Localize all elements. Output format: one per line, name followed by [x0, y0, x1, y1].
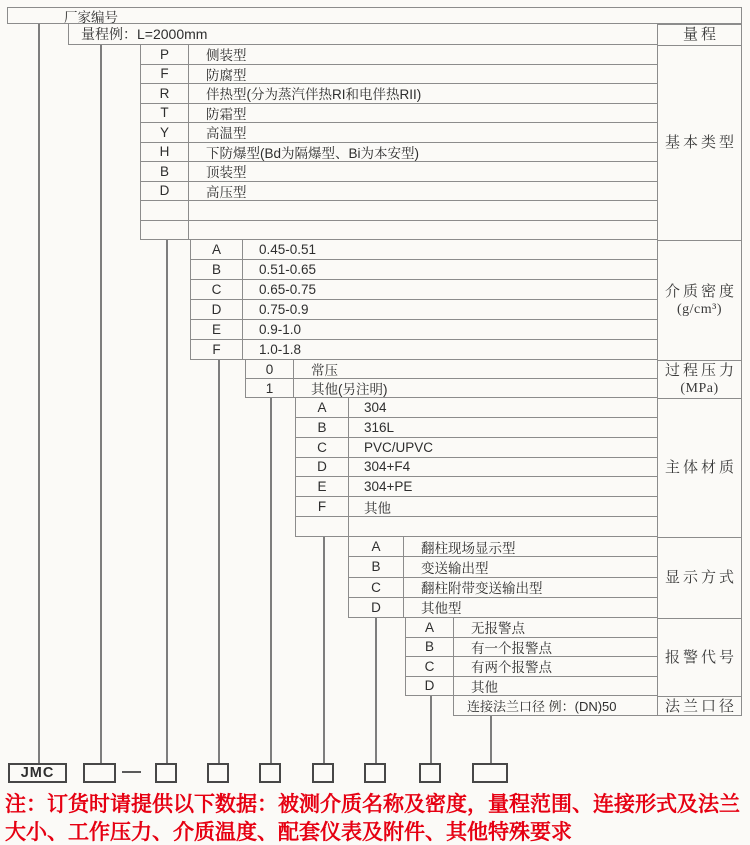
table-row [406, 638, 657, 658]
table-row [141, 162, 657, 182]
alarm-table [405, 618, 657, 696]
basic-type-code-cell: F [141, 65, 189, 84]
table-row-empty [141, 201, 657, 221]
material-desc-cell [349, 517, 657, 536]
density-code-cell: C [191, 280, 243, 299]
table-row [246, 360, 657, 379]
density-desc-cell: 0.51-0.65 [259, 262, 317, 277]
table-row [141, 143, 657, 163]
connector-line-display [375, 618, 377, 763]
alarm-desc-cell: 其他 [471, 679, 498, 695]
manufacturer-number-label: 厂家编号 [64, 9, 118, 25]
connector-line-density [218, 360, 220, 763]
table-row [296, 418, 657, 438]
display-desc-cell: 其他型 [421, 601, 462, 617]
basic-type-code-cell: H [141, 143, 189, 162]
table-row [141, 123, 657, 143]
model-prefix-box [8, 763, 67, 783]
flange-size-row [453, 696, 657, 716]
code-box-alarm [419, 763, 441, 783]
range-example-row [68, 24, 657, 45]
category-label-pressure [658, 361, 741, 399]
range-example-text: 量程例：L=2000mm [81, 26, 208, 42]
table-row [406, 657, 657, 677]
table-row-empty [141, 221, 657, 241]
category-label-alarm [658, 619, 741, 697]
alarm-code-cell: C [406, 657, 454, 676]
density-desc-cell: 0.45-0.51 [259, 242, 317, 257]
code-box-flange [472, 763, 508, 783]
table-row [296, 458, 657, 478]
connector-line-basic-type [166, 240, 168, 763]
category-label-basic-type [658, 46, 741, 241]
table-row [296, 398, 657, 418]
basic-type-desc-cell: 下防爆型(Bd为隔爆型、Bi为本安型) [206, 145, 420, 161]
table-row [296, 477, 657, 497]
material-code-cell: C [296, 438, 349, 457]
alarm-desc-cell: 无报警点 [471, 621, 525, 637]
table-row [246, 379, 657, 398]
category-label-range [658, 25, 741, 46]
code-box-pressure [259, 763, 281, 783]
table-row [141, 104, 657, 124]
connector-line-material [323, 537, 325, 763]
pressure-desc-cell: 常压 [311, 363, 338, 378]
table-row [349, 557, 657, 577]
order-note-line2: 大小、工作压力、介质温度、配套仪表及附件、其他特殊要求 [5, 820, 572, 844]
density-desc-cell: 0.75-0.9 [259, 302, 309, 317]
material-code-cell: B [296, 418, 349, 437]
category-label-pressure-unit: (MPa) [680, 381, 719, 396]
category-label-alarm-text: 报警代号 [664, 649, 737, 666]
alarm-desc-cell: 有两个报警点 [471, 660, 552, 676]
basic-type-code-cell: B [141, 162, 189, 181]
basic-type-code-cell: R [141, 84, 189, 103]
material-code-cell [296, 517, 349, 536]
connector-line-flange [490, 716, 492, 763]
code-box-material [312, 763, 334, 783]
code-box-range [83, 763, 116, 783]
density-code-cell: F [191, 340, 243, 359]
category-label-density [658, 241, 741, 361]
basic-type-desc-cell: 防腐型 [206, 67, 247, 83]
model-separator-dash [122, 771, 141, 773]
category-label-range-text: 量程 [682, 27, 719, 43]
table-row [191, 260, 657, 280]
manufacturer-number-row [7, 7, 742, 24]
material-desc-cell: 304+PE [364, 479, 413, 495]
category-label-display [658, 538, 741, 619]
display-code-cell: C [349, 578, 404, 597]
flange-size-text: 连接法兰口径 例：(DN)50 [467, 699, 617, 714]
basic-type-table [140, 45, 657, 240]
table-row [406, 618, 657, 638]
connector-line-pressure [270, 398, 272, 763]
connector-line-alarm [430, 696, 432, 763]
display-code-cell: B [349, 557, 404, 576]
basic-type-desc-cell: 高压型 [206, 184, 247, 200]
category-label-density-text: 介质密度 [664, 284, 737, 300]
table-row [141, 182, 657, 202]
alarm-desc-cell: 有一个报警点 [471, 640, 552, 656]
table-row [191, 300, 657, 320]
table-row [349, 578, 657, 598]
basic-type-desc-cell: 侧装型 [206, 48, 247, 64]
display-desc-cell: 变送输出型 [421, 560, 489, 576]
basic-type-code-cell: P [141, 45, 189, 64]
material-desc-cell: PVC/UPVC [364, 439, 434, 455]
basic-type-code-cell [141, 221, 189, 240]
code-box-display [364, 763, 386, 783]
material-code-cell: E [296, 477, 349, 496]
basic-type-code-cell: Y [141, 123, 189, 142]
material-desc-cell: 304 [364, 399, 387, 415]
category-label-display-text: 显示方式 [664, 570, 737, 586]
connector-line-manufacturer [38, 24, 40, 763]
table-row [406, 677, 657, 697]
material-code-cell: A [296, 398, 349, 417]
basic-type-desc-cell: 防霜型 [206, 106, 247, 122]
density-desc-cell: 1.0-1.8 [259, 342, 302, 357]
connector-line-range [100, 45, 102, 763]
material-table [295, 398, 657, 537]
basic-type-desc-cell [189, 221, 657, 240]
table-row [349, 598, 657, 618]
material-code-cell: F [296, 497, 349, 516]
table-row [191, 280, 657, 300]
display-desc-cell: 翻柱现场显示型 [421, 540, 516, 556]
category-label-pressure-text: 过程压力 [664, 363, 737, 379]
table-row [191, 240, 657, 260]
density-code-cell: A [191, 240, 243, 259]
code-box-density [207, 763, 229, 783]
code-box-basic-type [155, 763, 177, 783]
category-label-material-text: 主体材质 [664, 460, 737, 476]
table-row [296, 438, 657, 458]
alarm-code-cell: D [406, 677, 454, 696]
table-row [191, 340, 657, 360]
display-table [348, 537, 657, 618]
basic-type-desc-cell [189, 201, 657, 220]
table-row-empty [296, 517, 657, 537]
basic-type-desc-cell: 伴热型(分为蒸汽伴热RI和电伴热RII) [206, 87, 422, 103]
pressure-desc-cell: 其他(另注明) [311, 382, 388, 397]
pressure-table [245, 360, 657, 398]
density-table [190, 240, 657, 360]
category-label-column [657, 24, 742, 716]
material-desc-cell: 316L [364, 419, 395, 435]
pressure-code-cell: 1 [246, 379, 294, 397]
model-prefix-text: JMC [20, 765, 55, 781]
basic-type-desc-cell: 顶装型 [206, 165, 247, 181]
material-desc-cell: 其他 [364, 500, 391, 516]
table-row [191, 320, 657, 340]
category-label-material [658, 399, 741, 538]
display-code-cell: D [349, 598, 404, 617]
basic-type-code-cell: T [141, 104, 189, 123]
basic-type-code-cell: D [141, 182, 189, 201]
alarm-code-cell: A [406, 618, 454, 637]
order-note-line1: 注：订货时请提供以下数据：被测介质名称及密度，量程范围、连接形式及法兰 [5, 793, 740, 816]
display-code-cell: A [349, 537, 404, 556]
order-note [5, 791, 747, 845]
material-desc-cell: 304+F4 [364, 459, 411, 475]
density-code-cell: E [191, 320, 243, 339]
table-row [141, 45, 657, 65]
density-code-cell: D [191, 300, 243, 319]
table-row [296, 497, 657, 517]
category-label-basic-type-text: 基本类型 [664, 135, 737, 151]
basic-type-desc-cell: 高温型 [206, 126, 247, 142]
table-row [141, 65, 657, 85]
density-code-cell: B [191, 260, 243, 279]
density-desc-cell: 0.9-1.0 [259, 322, 302, 337]
material-code-cell: D [296, 458, 349, 477]
category-label-flange [658, 697, 741, 717]
basic-type-code-cell [141, 201, 189, 220]
density-desc-cell: 0.65-0.75 [259, 282, 317, 297]
alarm-code-cell: B [406, 638, 454, 657]
category-label-density-unit: (g/cm³) [676, 302, 722, 317]
pressure-code-cell: 0 [246, 360, 294, 378]
display-desc-cell: 翻柱附带变送输出型 [421, 581, 543, 597]
table-row [141, 84, 657, 104]
table-row [349, 537, 657, 557]
category-label-flange-text: 法兰口径 [664, 699, 737, 715]
